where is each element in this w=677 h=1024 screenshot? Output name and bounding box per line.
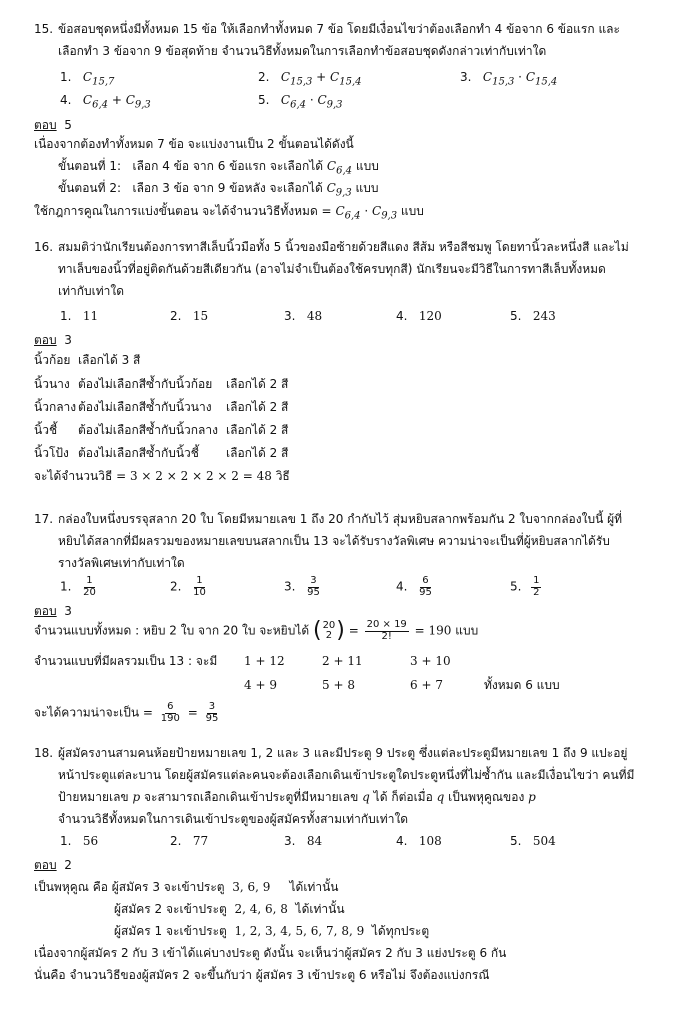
q17-pair: 4 + 9 (244, 678, 277, 692)
q17-choice-5: 5. $\frac{1}{2}$ (510, 575, 540, 598)
q18-choice-1: 1. 56 (60, 834, 99, 848)
q16-choice-4: 4. 120 (396, 309, 442, 323)
q18-choice-4: 4. 108 (396, 834, 442, 848)
q18-solution-line2: ผู้สมัคร 2 จะเข้าประตู 2, 4, 6, 8 ได้เท่านั้น (114, 902, 345, 916)
q16-stem-line2: ทาเล็บของนิ้วที่อยู่ติดกันด้วยสีเดียวกัน (อาจไม่จำเป็นต้องใช้ครบทุกสี) นักเรียนจะมีวิธีในการทาสีเล็บทั้งหมด (58, 262, 606, 276)
q16-choice-2: 2. 15 (170, 309, 209, 323)
q15-number: 15. (34, 22, 54, 36)
q15-step-2: ขั้นตอนที่ 2: เลือก 3 ข้อ จาก 9 ข้อหลัง จะเลือกได้ $C_{9,3}$ แบบ (58, 181, 379, 199)
q17-pair: 6 + 7 (410, 678, 443, 692)
q16-row-1: นิ้วก้อย เลือกได้ 3 สี (34, 353, 141, 367)
q17-stem-line1: กล่องใบหนึ่งบรรจุสลาก 20 ใบ โดยมีหมายเลข 1 ถึง 20 กำกับไว้ สุ่มหยิบสลากพร้อมกัน 2 ใบจากกล่องใบนี้ ผู้ที่ (58, 512, 623, 526)
q16-stem-line1: สมมติว่านักเรียนต้องการทาสีเล็บนิ้วมือทั้ง 5 นิ้วของมือซ้ายด้วยสีแดง สีส้ม หรือสีชมพู โดยทานิ้วละหนึ่งสี และไม่ (58, 240, 629, 254)
q17-total-count: จำนวนแบบทั้งหมด : หยิบ 2 ใบ จาก 20 ใบ จะหยิบได้ ( 20 2 ) = $\frac{20 \times 19}{2!}$ = 190 แบบ (34, 618, 479, 643)
q17-stem-line3: รางวัลพิเศษเท่ากับเท่าใด (58, 556, 185, 570)
q17-probability: จะได้ความน่าจะเป็น = $\frac{6}{190}$ = $\frac{3}{95}$ (34, 701, 219, 724)
q17-pair: 2 + 11 (322, 654, 363, 668)
q17-choice-3: 3. $\frac{3}{95}$ (284, 575, 320, 598)
q18-stem-line2: หน้าประตูแต่ละบาน โดยผู้สมัครแต่ละคนจะต้องเลือกเดินเข้าประตูใดประตูหนึ่งที่ไม่ซ้ำกัน และมีเงื่อนไขว่า คนที่มี (58, 768, 635, 782)
q16-row-3: นิ้วกลาง ต้องไม่เลือกสีซ้ำกับนิ้วนาง เลือกได้ 2 สี (34, 400, 289, 414)
q15-choice-4: 4. $C_{6,4} + C_{9,3}$ (60, 93, 151, 111)
q18-solution-line4: เนื่องจากผู้สมัคร 2 กับ 3 เข้าได้แค่บางประตู ดังนั้น จะเห็นว่าผู้สมัคร 2 กับ 3 แย่งประตู 6 กัน (34, 946, 507, 960)
q15-step-1: ขั้นตอนที่ 1: เลือก 4 ข้อ จาก 6 ข้อแรก จะเลือกได้ $C_{6,4}$ แบบ (58, 159, 379, 177)
q15-solution-result: ใช้กฎการคูณในการแบ่งขั้นตอน จะได้จำนวนวิธีทั้งหมด = $C_{6,4} \cdot C_{9,3}$ แบบ (34, 204, 424, 222)
q16-total: จะได้จำนวนวิธี = 3 × 2 × 2 × 2 × 2 = 48 วิธี (34, 469, 290, 483)
q17-answer: ตอบ 3 (34, 604, 72, 618)
q16-row-4: นิ้วชี้ ต้องไม่เลือกสีซ้ำกับนิ้วกลาง เลือกได้ 2 สี (34, 423, 289, 437)
q18-stem-line1: ผู้สมัครงานสามคนห้อยป้ายหมายเลข 1, 2 และ 3 และมีประตู 9 ประตู ซึ่งแต่ละประตูมีหมายเลข 1 ถึง 9 แปะอยู่ (58, 746, 628, 760)
q18-choice-2: 2. 77 (170, 834, 209, 848)
q17-pairs-total: ทั้งหมด 6 แบบ (484, 678, 560, 692)
q16-row-2: นิ้วนาง ต้องไม่เลือกสีซ้ำกับนิ้วก้อย เลือกได้ 2 สี (34, 377, 289, 391)
q15-solution-intro: เนื่องจากต้องทำทั้งหมด 7 ข้อ จะแบ่งงานเป็น 2 ขั้นตอนได้ดังนี้ (34, 137, 354, 151)
q15-choice-5: 5. $C_{6,4} \cdot C_{9,3}$ (258, 93, 343, 111)
q18-stem-line4: จำนวนวิธีทั้งหมดในการเดินเข้าประตูของผู้สมัครทั้งสามเท่ากับเท่าใด (58, 812, 409, 826)
q15-choice-3: 3. $C_{15,3} \cdot C_{15,4}$ (460, 70, 558, 88)
q18-solution-line3: ผู้สมัคร 1 จะเข้าประตู 1, 2, 3, 4, 5, 6, 7, 8, 9 ได้ทุกประตู (114, 924, 430, 938)
q16-stem-line3: เท่ากับเท่าใด (58, 284, 125, 298)
q18-solution-line5: นั่นคือ จำนวนวิธีของผู้สมัคร 2 จะขึ้นกับว่า ผู้สมัคร 3 เข้าประตู 6 หรือไม่ จึงต้องแบ่งกรณี (34, 968, 490, 982)
q18-choice-3: 3. 84 (284, 834, 323, 848)
q16-answer: ตอบ 3 (34, 333, 72, 347)
q15-choice-2: 2. $C_{15,3} + C_{15,4}$ (258, 70, 362, 88)
q17-sum-label: จำนวนแบบที่มีผลรวมเป็น 13 : จะมี (34, 654, 218, 668)
q17-stem-line2: หยิบได้สลากที่มีผลรวมของหมายเลขบนสลากเป็น 13 จะได้รับรางวัลพิเศษ ความน่าจะเป็นที่ผู้หยิบสลากได้รับ (58, 534, 610, 548)
q16-choice-1: 1. 11 (60, 309, 99, 323)
q18-solution-line1: เป็นพหุคูณ คือ ผู้สมัคร 3 จะเข้าประตู 3, 6, 9 ได้เท่านั้น (34, 880, 339, 894)
q18-answer: ตอบ 2 (34, 858, 72, 872)
q15-stem-line2: เลือกทำ 3 ข้อจาก 9 ข้อสุดท้าย จำนวนวิธีทั้งหมดในการเลือกทำข้อสอบชุดดังกล่าวเท่ากับเท่าใด (58, 44, 547, 58)
q17-pair: 5 + 8 (322, 678, 355, 692)
q18-stem-line3: ป้ายหมายเลข p จะสามารถเลือกเดินเข้าประตูที่มีหมายเลข q ได้ ก็ต่อเมื่อ q เป็นพหุคูณของ p (58, 790, 536, 804)
q17-pair: 1 + 12 (244, 654, 285, 668)
q18-choice-5: 5. 504 (510, 834, 556, 848)
q17-choice-4: 4. $\frac{6}{95}$ (396, 575, 432, 598)
q16-choice-5: 5. 243 (510, 309, 556, 323)
q16-choice-3: 3. 48 (284, 309, 323, 323)
q15-choice-1: 1. $C_{15,7}$ (60, 70, 115, 88)
q17-choice-1: 1. $\frac{1}{20}$ (60, 575, 96, 598)
q15-stem-line1: ข้อสอบชุดหนึ่งมีทั้งหมด 15 ข้อ ให้เลือกทำทั้งหมด 7 ข้อ โดยมีเงื่อนไขว่าต้องเลือกทำ 4 ข้อจาก 6 ข้อแรก และ (58, 22, 620, 36)
q18-number: 18. (34, 746, 54, 760)
q16-number: 16. (34, 240, 54, 254)
q16-row-5: นิ้วโป้ง ต้องไม่เลือกสีซ้ำกับนิ้วชี้ เลือกได้ 2 สี (34, 446, 289, 460)
q15-answer: ตอบ 5 (34, 118, 72, 132)
q17-number: 17. (34, 512, 54, 526)
q17-choice-2: 2. $\frac{1}{10}$ (170, 575, 206, 598)
q17-pair: 3 + 10 (410, 654, 451, 668)
